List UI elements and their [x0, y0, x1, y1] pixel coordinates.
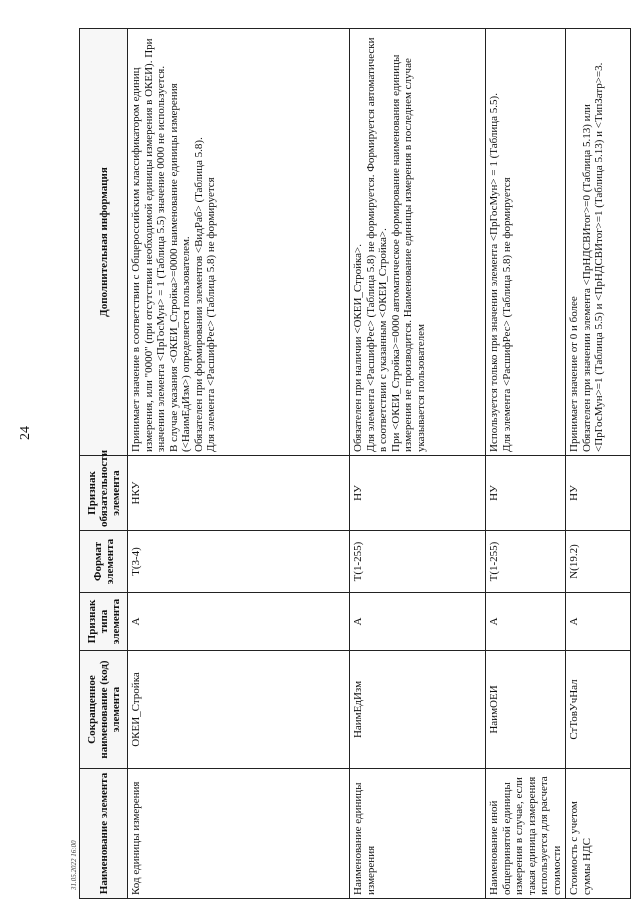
element-code: СтТовУчНал: [566, 651, 631, 769]
element-required: НКУ: [128, 456, 350, 531]
element-required: НУ: [486, 456, 566, 531]
info-line: Принимает значение в соответствии с Общероссийским классификатором единиц измерения, или "0000" (при отсутствии необходимой единицы измерения в ОКЕИ). При значении элемента <ПрГосМун> = 1 (Таблица 5.5) значение 0000 не используется.: [130, 38, 167, 452]
table-container: [79, 29, 611, 899]
table-row: [350, 29, 486, 899]
info-line: Принимает значение от 0 и более: [568, 296, 580, 452]
element-name: Стоимость с учетом суммы НДС: [566, 769, 631, 899]
info-line: Обязателен при значении элемента <ПрНДСВИтог>=0 (Таблица 5.13) или <ПрГосМун>=1 (Таблица 5.5) и <ПрНДСВИтог>=1 (Таблица 5.13) и <ТипЗатр>=3.: [580, 62, 605, 452]
element-format: Т(3-4): [128, 531, 350, 593]
stamp-line-1: 31.05.2022 16:00: [70, 840, 78, 890]
elements-table: [79, 28, 631, 899]
info-line: Обязателен при наличии <ОКЕИ_Стройка>.: [352, 244, 364, 452]
info-line: Для элемента <РасшифРес> (Таблица 5.8) не формируется: [205, 177, 217, 452]
element-info: [486, 29, 566, 456]
table-row: [566, 29, 631, 899]
info-line: Для элемента <РасшифРес> (Таблица 5.8) не формируется. Формируется автоматически в соответствии с указанным <ОКЕИ_Стройка>.: [364, 37, 389, 452]
info-line: В случае указания <ОКЕИ_Стройка>=0000 наименование единицы измерения (<НаимЕдИзм>) определяется пользователем.: [167, 83, 192, 452]
element-info: [566, 29, 631, 456]
element-name: Наименование единицы измерения: [350, 769, 486, 899]
element-required: НУ: [350, 456, 486, 531]
header-cell: Формат элемента: [80, 531, 128, 593]
element-type: А: [350, 593, 486, 651]
rotated-table-frame: [79, 29, 611, 899]
element-code: ОКЕИ_Стройка: [128, 651, 350, 769]
header-cell: Наименование элемента: [80, 769, 128, 899]
element-format: Т(1-255): [486, 531, 566, 593]
header-cell: Дополнительная информация: [80, 29, 128, 456]
table-row: [486, 29, 566, 899]
element-name: Наименование иной общепринятой единицы измерения в случае, если такая единица измерения используется для расчета стоимости: [486, 769, 566, 899]
element-name: Код единицы измерения: [128, 769, 350, 899]
element-required: НУ: [566, 456, 631, 531]
info-line: Обязателен при формировании элементов <ВидРаб> (Таблица 5.8).: [192, 137, 205, 452]
header-cell: Признак обязательности элемента: [80, 456, 128, 531]
info-line: Используется только при значении элемента <ПрГосМун> = 1 (Таблица 5.5).: [488, 93, 500, 452]
element-info: [128, 29, 350, 456]
info-line: Для элемента <РасшифРес> (Таблица 5.8) не формируется: [500, 177, 513, 452]
header-cell: Признак типа элемента: [80, 593, 128, 651]
element-type: А: [128, 593, 350, 651]
element-code: НаимЕдИзм: [350, 651, 486, 769]
element-format: Т(1-255): [350, 531, 486, 593]
page-number: 24: [18, 426, 33, 440]
element-type: А: [566, 593, 631, 651]
element-code: НаимОЕИ: [486, 651, 566, 769]
header-cell: Сокращенное наименование (код) элемента: [80, 651, 128, 769]
element-format: N(19.2): [566, 531, 631, 593]
table-row: [128, 29, 350, 899]
element-info: [350, 29, 486, 456]
info-line: При <ОКЕИ_Стройка>=0000 автоматическое формирование наименования единицы измерения не производится. Наименование единицы измерения в последнем случае указывается пользователем: [389, 54, 427, 452]
element-type: А: [486, 593, 566, 651]
table-header-row: [80, 29, 128, 899]
